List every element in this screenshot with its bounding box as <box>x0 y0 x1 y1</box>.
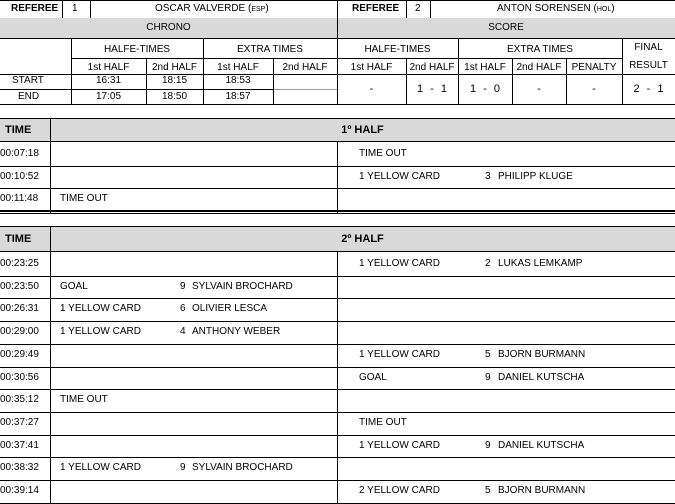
away-player-name: DANIEL KUTSCHA <box>498 439 585 451</box>
score-final-label: RESULT <box>629 60 668 71</box>
chrono-start-label: START <box>12 75 44 86</box>
chrono-end-value: 17:05 <box>95 91 122 102</box>
away-player-number: 2 <box>485 258 491 269</box>
score-value: - <box>592 83 596 95</box>
half2-title: 2º HALF <box>341 233 384 245</box>
score-group-halfe: HALFE-TIMES <box>364 44 431 55</box>
away-event: 1 YELLOW CARD <box>359 170 440 182</box>
row-divider <box>0 367 675 368</box>
half2-time-header: TIME <box>5 233 32 245</box>
home-player-number: 9 <box>180 462 186 474</box>
home-player-name: OLIVIER LESCA <box>192 303 268 315</box>
score-value: 1 - 0 <box>469 83 500 95</box>
home-player-name: SYLVAIN BROCHARD <box>192 462 293 474</box>
away-player-number: 3 <box>485 170 491 182</box>
home-player-number: 4 <box>180 326 186 338</box>
referee-2-country: HOL <box>596 6 612 13</box>
score-group-extra: EXTRA TIMES <box>507 44 573 55</box>
home-player-number: 9 <box>180 280 186 292</box>
score-col-label: PENALTY <box>571 62 617 73</box>
score-title: SCORE <box>488 22 524 33</box>
chrono-group-halfe: HALFE-TIMES <box>103 44 171 55</box>
row-divider <box>0 457 675 458</box>
row-divider <box>0 276 675 277</box>
home-event: 1 YELLOW CARD <box>60 462 141 474</box>
event-time: 00:10:52 <box>0 170 39 182</box>
referee-1-number: 1 <box>72 3 78 14</box>
home-event: GOAL <box>60 280 88 292</box>
referee-2-name-wrap: ANTON SORENSEN (HOL) <box>497 3 615 14</box>
away-event: 1 YELLOW CARD <box>359 258 440 269</box>
score-final-label: FINAL <box>634 42 663 53</box>
away-player-number: 5 <box>485 348 491 360</box>
away-player-number: 9 <box>485 371 491 383</box>
away-player-name: LUKAS LEMKAMP <box>498 258 583 269</box>
row-divider <box>0 389 675 390</box>
away-player-name: PHILIPP KLUGE <box>498 170 573 182</box>
score-final-value: 2 - 1 <box>633 83 664 95</box>
away-event: 1 YELLOW CARD <box>359 348 440 360</box>
row-divider <box>0 480 675 481</box>
score-col-label: 1st HALF <box>464 62 506 73</box>
away-player-name: BJORN BURMANN <box>498 348 586 360</box>
event-time: 00:23:25 <box>0 258 39 269</box>
chrono-col-label: 1st HALF <box>87 62 130 73</box>
chrono-end-label: END <box>18 91 40 102</box>
event-time: 00:07:18 <box>0 148 39 159</box>
event-time: 00:37:27 <box>0 416 39 428</box>
referee-2-name: ANTON SORENSEN <box>497 3 591 14</box>
score-value: - <box>369 83 374 95</box>
home-player-name: ANTHONY WEBER <box>192 326 281 338</box>
row-divider <box>0 412 675 413</box>
referee-2-label: REFEREE <box>352 3 400 14</box>
score-col-label: 1st HALF <box>350 62 393 73</box>
away-event: TIME OUT <box>359 416 407 428</box>
row-divider <box>0 344 675 345</box>
score-value: 1 - 1 <box>416 83 447 95</box>
event-time: 00:37:41 <box>0 439 39 451</box>
event-time: 00:29:00 <box>0 326 39 338</box>
event-time: 00:39:14 <box>0 485 39 496</box>
event-time: 00:35:12 <box>0 394 39 406</box>
home-player-number: 6 <box>180 303 186 315</box>
chrono-end-value: 18:50 <box>161 91 188 102</box>
away-event: TIME OUT <box>359 148 407 159</box>
row-divider <box>0 321 675 322</box>
score-value: - <box>537 83 541 95</box>
away-player-name: DANIEL KUTSCHA <box>498 371 585 383</box>
event-time: 00:26:31 <box>0 303 39 315</box>
referee-1-country: ESP <box>251 6 266 13</box>
away-player-number: 5 <box>485 485 491 496</box>
home-event: TIME OUT <box>60 193 108 204</box>
chrono-start-value: 18:15 <box>161 75 188 86</box>
away-event: GOAL <box>359 371 387 383</box>
score-col-label: 2nd HALF <box>409 62 455 73</box>
row-divider <box>0 188 675 189</box>
home-player-name: SYLVAIN BROCHARD <box>192 280 293 292</box>
home-event: 1 YELLOW CARD <box>60 303 141 315</box>
chrono-start-value: 16:31 <box>95 75 122 86</box>
home-event: 1 YELLOW CARD <box>60 326 141 338</box>
chrono-start-value: 18:53 <box>225 75 251 86</box>
away-player-number: 9 <box>485 439 491 451</box>
event-time: 00:11:48 <box>0 193 39 204</box>
event-time: 00:30:56 <box>0 371 39 383</box>
home-event: TIME OUT <box>60 394 108 406</box>
half1-time-header: TIME <box>5 124 32 136</box>
chrono-col-label: 2nd HALF <box>151 62 198 73</box>
event-time: 00:38:32 <box>0 462 39 474</box>
referee-1-name: OSCAR VALVERDE <box>155 3 246 14</box>
away-event: 2 YELLOW CARD <box>359 485 440 496</box>
row-divider <box>0 298 675 299</box>
chrono-group-extra: EXTRA TIMES <box>237 44 303 55</box>
half1-title: 1º HALF <box>341 124 384 136</box>
row-divider <box>0 166 675 167</box>
score-col-label: 2nd HALF <box>516 62 562 73</box>
chrono-col-label: 2nd HALF <box>282 62 328 73</box>
referee-1-name-wrap: OSCAR VALVERDE (ESP) <box>155 3 269 14</box>
event-time: 00:23:50 <box>0 280 39 292</box>
event-time: 00:29:49 <box>0 348 39 360</box>
away-event: 1 YELLOW CARD <box>359 439 440 451</box>
row-divider <box>0 435 675 436</box>
chrono-col-label: 1st HALF <box>217 62 259 73</box>
away-player-name: BJORN BURMANN <box>498 485 586 496</box>
chrono-end-value: 18:57 <box>225 91 251 102</box>
referee-2-number: 2 <box>415 3 421 14</box>
referee-1-label: REFEREE <box>11 3 59 14</box>
chrono-title: CHRONO <box>146 22 191 33</box>
